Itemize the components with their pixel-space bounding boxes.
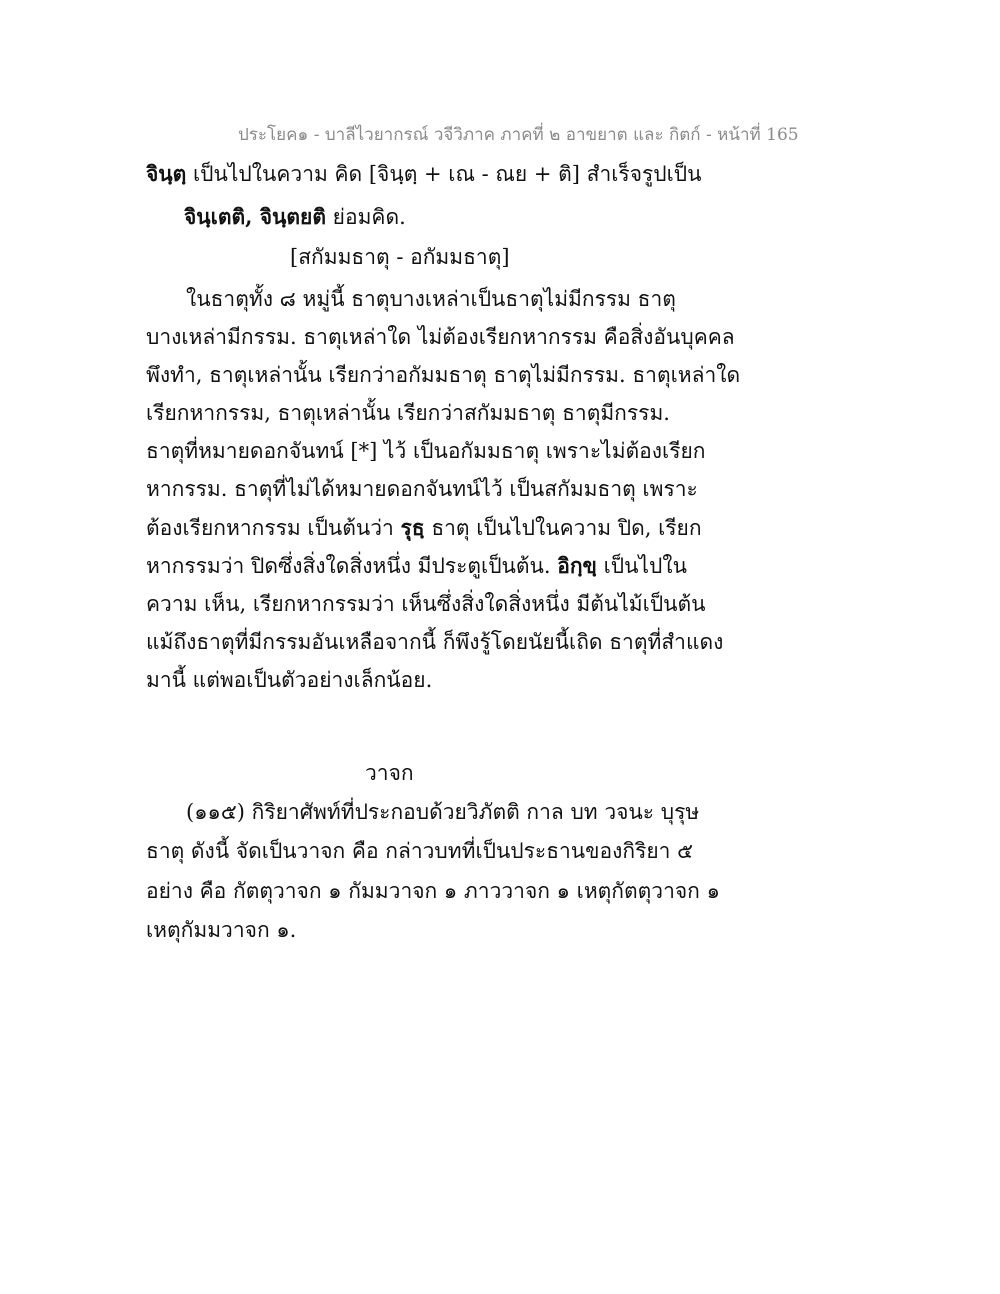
pali-term: จินฺเตติ, จินฺตยติ (184, 204, 326, 229)
para2-line3: พึงทำ, ธาตุเหล่านั้น เรียกว่าอกัมมธาตุ ธาตุไม่มีกรรม. ธาตุเหล่าใด (146, 363, 741, 387)
pali-term: รุธฺ (400, 515, 425, 540)
para1-line1 (146, 160, 702, 188)
text-span: เป็นไปในความ คิด [จินฺตฺ + เณ - ณย + ติ] สำเร็จรูปเป็น (186, 162, 702, 186)
para2-line8 (146, 552, 687, 580)
para2-line6: หากรรม. ธาตุที่ไม่ได้หมายดอกจันทน์ไว้ เป็นสกัมมธาตุ เพราะ (146, 477, 698, 501)
text-span: ย่อมคิด. (325, 205, 406, 229)
para3-line3: อย่าง คือ กัตตุวาจก ๑ กัมมวาจก ๑ ภาววาจก ๑ เหตุกัตตุวาจก ๑ (146, 879, 720, 903)
para2-line7 (146, 514, 702, 542)
section-heading: [สกัมมธาตุ - อกัมมธาตุ] (290, 245, 510, 269)
para2-line4: เรียกหากรรม, ธาตุเหล่านั้น เรียกว่าสกัมมธาตุ ธาตุมีกรรม. (146, 401, 670, 425)
pali-term: อิกฺขฺ (557, 553, 597, 578)
para2-line5: ธาตุที่หมายดอกจันทน์ [*] ไว้ เป็นอกัมมธาตุ เพราะไม่ต้องเรียก (146, 439, 706, 463)
text-span: ธาตุ เป็นไปในความ ปิด, เรียก (424, 516, 702, 540)
para3-line2: ธาตุ ดังนี้ จัดเป็นวาจก คือ กล่าวบทที่เป็นประธานของกิริยา ๕ (146, 839, 694, 863)
text-span: หากรรมว่า ปิดซึ่งสิ่งใดสิ่งหนึ่ง มีประตูเป็นต้น. (146, 554, 558, 578)
para2-line2: บางเหล่ามีกรรม. ธาตุเหล่าใด ไม่ต้องเรียกหากรรม คือสิ่งอันบุคคล (146, 325, 735, 349)
para2-line10: แม้ถึงธาตุที่มีกรรมอันเหลือจากนี้ ก็พึงรู้โดยนัยนี้เถิด ธาตุที่สำแดง (146, 630, 724, 654)
para1-line2 (184, 203, 406, 231)
para3-line1: (๑๑๕) กิริยาศัพท์ที่ประกอบด้วยวิภัตติ กาล บท วจนะ บุรุษ (186, 800, 700, 824)
page-header: ประโยค๑ - บาลีไวยากรณ์ วจีวิภาค ภาคที่ ๒ อาขยาต และ กิตก์ - หน้าที่ 165 (238, 125, 799, 145)
para2-line9: ความ เห็น, เรียกหากรรมว่า เห็นซึ่งสิ่งใดสิ่งหนึ่ง มีต้นไม้เป็นต้น (146, 592, 706, 616)
text-span: เป็นไปใน (596, 554, 687, 578)
para2-line1: ในธาตุทั้ง ๘ หมู่นี้ ธาตุบางเหล่าเป็นธาตุไม่มีกรรม ธาตุ (186, 287, 676, 311)
para2-line11: มานี้ แต่พอเป็นตัวอย่างเล็กน้อย. (146, 668, 433, 692)
para3-line4: เหตุกัมมวาจก ๑. (146, 918, 297, 942)
pali-term: จินฺตฺ (146, 161, 187, 186)
text-span: ต้องเรียกหากรรม เป็นต้นว่า (146, 516, 401, 540)
section-heading-vajaka: วาจก (365, 761, 414, 785)
